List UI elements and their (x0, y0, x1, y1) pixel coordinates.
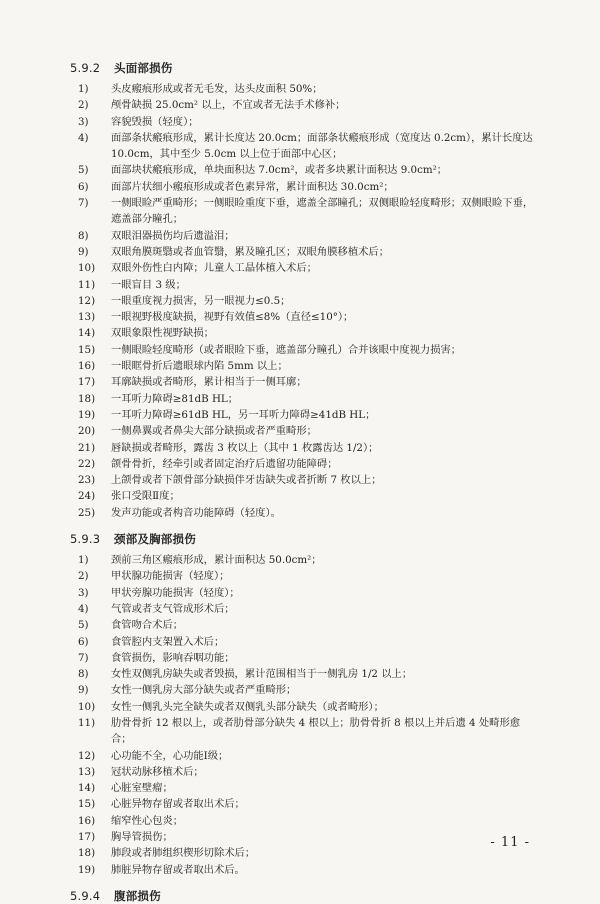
list-item (64, 780, 536, 796)
list-item (64, 358, 536, 374)
section-heading (70, 60, 536, 76)
item-number: 22) (78, 457, 96, 470)
item-text: 颈前三角区瘢痕形成，累计面积达 50.0cm²； (111, 554, 322, 567)
item-number: 10) (78, 262, 96, 275)
item-text: 食管吻合术后； (111, 619, 184, 632)
item-number: 9) (78, 684, 89, 697)
list-item (64, 309, 536, 325)
item-number: 16) (78, 360, 96, 373)
item-number: 18) (78, 392, 96, 405)
item-text: 冠状动脉移植术后； (111, 765, 204, 778)
item-number: 3) (78, 586, 89, 599)
item-number: 2) (78, 570, 89, 583)
item-number: 6) (78, 180, 89, 193)
item-number: 5) (78, 619, 89, 632)
item-text: 面部片状细小瘢痕形成或者色素异常，累计面积达 30.0cm²； (111, 180, 394, 193)
item-number: 15) (78, 798, 96, 811)
item-text: 一耳听力障碍≥61dB HL，另一耳听力障碍≥41dB HL； (111, 408, 376, 421)
item-text: 面部块状瘢痕形成，单块面积达 7.0cm²，或者多块累计面积达 9.0cm²； (111, 164, 448, 177)
section-number: 5.9.4 (70, 888, 101, 903)
section-title: 头面部损伤 (114, 61, 173, 75)
item-text: 发声功能或者构音功能障碍（轻度）。 (111, 506, 281, 519)
list-item (64, 862, 536, 878)
item-text: 双眼泪器损伤均后遗溢泪； (111, 229, 235, 242)
item-text: 女性双侧乳房缺失或者毁损，累计范围相当于一侧乳房 1/2 以上； (111, 668, 413, 681)
list-item (64, 568, 536, 584)
item-number: 16) (78, 814, 96, 827)
item-number: 10) (78, 700, 96, 713)
item-text: 耳廓缺损或者畸形，累计相当于一侧耳廓； (111, 376, 307, 389)
item-list (64, 81, 536, 521)
item-text: 双眼角膜斑翳或者血管翳，累及瞳孔区；双眼角膜移植术后； (111, 245, 390, 258)
list-item (64, 845, 536, 861)
list-item (64, 585, 536, 601)
document-body (64, 60, 536, 904)
list-item (64, 796, 536, 812)
item-number: 17) (78, 376, 96, 389)
item-number: 5) (78, 164, 89, 177)
item-text: 颅骨缺损 25.0cm² 以上，不宜或者无法手术修补； (111, 99, 346, 112)
list-item (64, 617, 536, 633)
section-heading (70, 531, 536, 547)
item-text: 一眼视野极度缺损，视野有效值≤8%（直径≤10°）； (111, 311, 354, 324)
list-item (64, 81, 536, 97)
item-number: 21) (78, 441, 96, 454)
item-text: 气管或者支气管成形术后； (111, 602, 235, 615)
list-item (64, 829, 536, 845)
list-item (64, 650, 536, 666)
item-number: 4) (78, 602, 89, 615)
item-text: 头皮瘢痕形成或者无毛发，达头皮面积 50%； (111, 83, 323, 95)
item-number: 9) (78, 245, 89, 258)
list-item (64, 162, 536, 178)
item-list (64, 552, 536, 878)
item-number: 12) (78, 749, 96, 762)
item-number: 11) (78, 278, 96, 291)
item-number: 19) (78, 408, 96, 421)
list-item (64, 374, 536, 390)
list-item (64, 391, 536, 407)
item-text: 心脏异物存留或者取出术后； (111, 798, 245, 811)
item-text: 容貌毁损（轻度）； (111, 115, 199, 128)
item-text: 一眼盲目 3 级； (111, 278, 186, 291)
section-number: 5.9.2 (70, 61, 101, 75)
item-text: 女性一侧乳房大部分缺失或者严重畸形； (111, 684, 297, 697)
item-number: 24) (78, 490, 96, 503)
item-text: 胸导管损伤； (111, 831, 173, 844)
item-number: 2) (78, 99, 89, 112)
item-text: 一眼眶骨折后遗眼球内陷 5mm 以上； (111, 360, 288, 373)
list-item (64, 260, 536, 276)
item-number: 25) (78, 506, 96, 519)
item-text: 双眼象限性视野缺损； (111, 327, 214, 340)
list-item (64, 748, 536, 764)
item-text: 心功能不全，心功能Ⅰ级； (111, 749, 229, 762)
item-text: 甲状腺功能损害（轻度）； (111, 570, 230, 583)
item-number: 1) (78, 83, 89, 95)
item-text: 一侧眼睑轻度畸形（或者眼睑下垂，遮盖部分瞳孔）合并该眼中度视力损害； (111, 343, 462, 356)
item-number: 14) (78, 327, 96, 340)
list-item (64, 682, 536, 698)
item-text: 上颌骨或者下颌骨部分缺损伴牙齿缺失或者折断 7 枚以上； (111, 474, 382, 487)
section-number: 5.9.3 (70, 532, 101, 547)
list-item (64, 423, 536, 439)
list-item (64, 601, 536, 617)
item-number: 11) (78, 716, 96, 729)
item-text: 双眼外伤性白内障；儿童人工晶体植入术后； (111, 262, 317, 275)
list-item (64, 488, 536, 504)
item-number: 8) (78, 229, 89, 242)
item-number: 8) (78, 668, 89, 681)
item-number: 12) (78, 294, 96, 307)
list-item (64, 666, 536, 682)
list-item (64, 277, 536, 293)
item-number: 17) (78, 831, 96, 844)
item-text: 甲状旁腺功能损害（轻度）； (111, 586, 240, 599)
item-number: 20) (78, 425, 96, 438)
item-number: 13) (78, 765, 96, 778)
item-text: 一侧鼻翼或者鼻尖大部分缺损或者严重畸形； (111, 425, 317, 438)
item-number: 23) (78, 474, 96, 487)
item-text: 一眼重度视力损害，另一眼视力≤0.5； (111, 294, 291, 307)
item-number: 7) (78, 651, 89, 664)
item-text: 一耳听力障碍≥81dB HL； (111, 392, 239, 405)
item-number: 6) (78, 635, 89, 648)
list-item (64, 244, 536, 260)
item-number: 15) (78, 343, 96, 356)
item-number: 4) (78, 131, 89, 144)
list-item (64, 130, 536, 163)
item-text: 颌骨骨折，经牵引或者固定治疗后遗留功能障碍； (111, 457, 338, 470)
item-text: 张口受限Ⅱ度； (111, 490, 180, 503)
item-text: 女性一侧乳头完全缺失或者双侧乳头部分缺失（或者畸形）； (111, 700, 384, 713)
item-text: 肋骨骨折 12 根以上，或者肋骨部分缺失 4 根以上；肋骨骨折 8 根以上并后遗 4 处畸形愈合； (111, 716, 521, 746)
list-item (64, 97, 536, 113)
list-item (64, 293, 536, 309)
section-title: 颈部及胸部损伤 (114, 532, 196, 547)
list-item (64, 634, 536, 650)
list-item (64, 472, 536, 488)
list-item (64, 505, 536, 521)
item-number: 7) (78, 197, 89, 210)
list-item (64, 813, 536, 829)
list-item (64, 325, 536, 341)
item-text: 食管腔内支架置入术后； (111, 635, 225, 648)
section-heading (70, 888, 536, 904)
item-number: 13) (78, 311, 96, 324)
list-item (64, 195, 536, 228)
section-title: 腹部损伤 (114, 888, 161, 903)
list-item (64, 179, 536, 195)
list-item (64, 456, 536, 472)
item-text: 肺脏异物存留或者取出术后。 (111, 863, 245, 876)
item-number: 18) (78, 847, 96, 860)
list-item (64, 764, 536, 780)
item-text: 缩窄性心包炎； (111, 814, 184, 827)
list-item (64, 342, 536, 358)
item-number: 14) (78, 782, 96, 795)
list-item (64, 552, 536, 568)
item-text: 食管损伤，影响吞咽功能； (111, 651, 235, 664)
page-number: - 11 - (490, 835, 530, 850)
list-item (64, 114, 536, 130)
list-item (64, 440, 536, 456)
list-item (64, 228, 536, 244)
list-item (64, 699, 536, 715)
item-number: 19) (78, 863, 96, 876)
list-item (64, 715, 536, 748)
item-number: 3) (78, 115, 89, 128)
item-text: 心脏室壁瘤； (111, 782, 173, 795)
item-text: 肺段或者肺组织楔形切除术后； (111, 847, 256, 860)
item-number: 1) (78, 554, 89, 567)
item-text: 面部条状瘢痕形成，累计长度达 20.0cm；面部条状瘢痕形成（宽度达 0.2cm），累计长度达 10.0cm，其中至少 5.0cm 以上位于面部中心区； (111, 131, 533, 161)
item-text: 唇缺损或者畸形，露齿 3 枚以上（其中 1 枚露齿达 1/2）； (111, 441, 379, 454)
item-text: 一侧眼睑严重畸形；一侧眼睑重度下垂，遮盖全部瞳孔；双侧眼睑轻度畸形；双侧眼睑下垂，遮盖部分瞳孔； (111, 197, 534, 226)
list-item (64, 407, 536, 423)
